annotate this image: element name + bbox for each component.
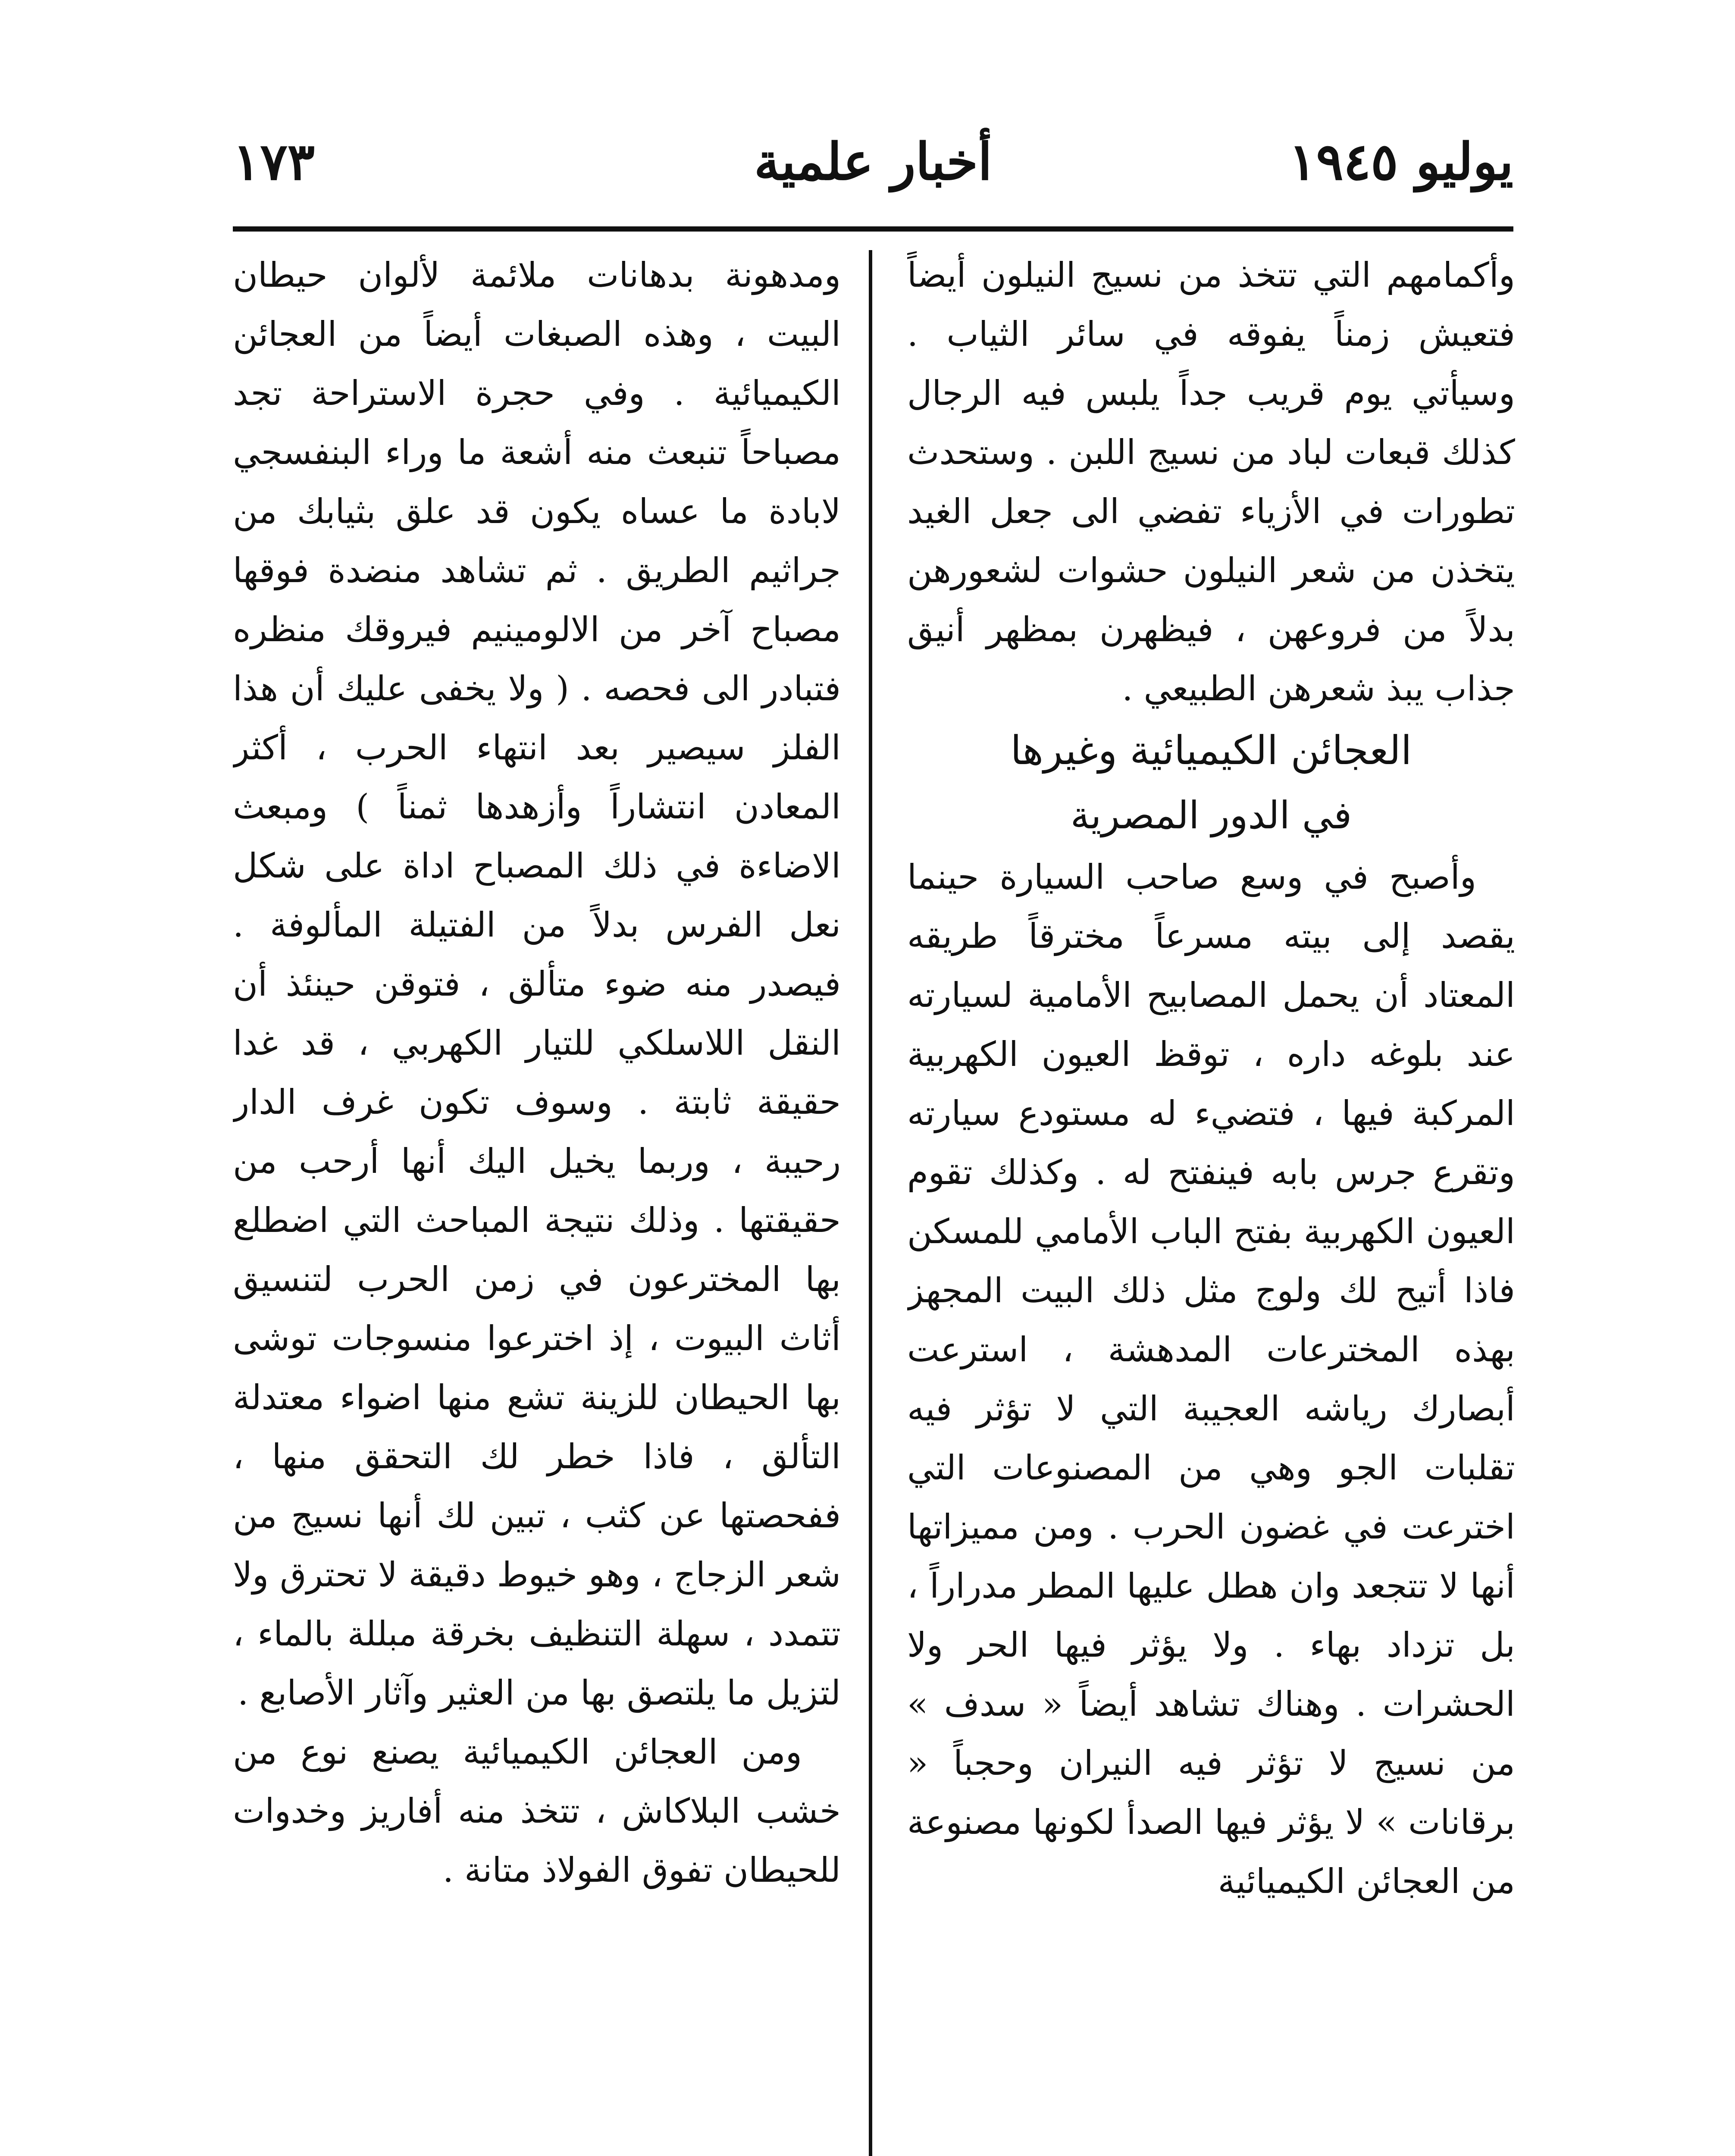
header-title: أخبار علمية [754, 132, 992, 191]
left-paragraph-2: ومن العجائن الكيميائية يصنع نوع من خشب البلاكاش ، تتخذ منه أفاريز وخدوات للحيطان تفوق الفولاذ متانة . [233, 1732, 841, 1890]
right-paragraph-1: وأكمامهم التي تتخذ من نسيج النيلون أيضاً فتعيش زمناً يفوقه في سائر الثياب . وسيأتي يوم قريب جداً يلبس فيه الرجال كذلك قبعات لباد من نسيج اللبن . وستحدث تطورات في الأزياء تفضي الى جعل الغيد يتخذن من شعر النيلون حشوات لشعورهن بدلاً من فروعهن ، فيظهرن بمظهر أنيق جذاب يبذ شعرهن الطبيعي . [907, 255, 1515, 708]
section-title: العجائن الكيميائية وغيرها [1010, 727, 1412, 774]
section-subtitle: في الدور المصرية [1070, 793, 1352, 837]
header-date: يوليو ١٩٤٥ [1289, 132, 1513, 191]
column-divider [869, 250, 872, 2156]
running-header [233, 129, 1513, 216]
left-paragraph-1: ومدهونة بدهانات ملائمة لألوان حيطان البيت ، وهذه الصبغات أيضاً من العجائن الكيميائية . وفي حجرة الاستراحة تجد مصباحاً تنبعث منه أشعة ما وراء البنفسجي لابادة ما عساه يكون قد علق بثيابك من جراثيم الطريق . ثم تشاهد منضدة فوقها مصباح آخر من الالومينيم فيروقك منظره فتبادر الى فحصه . ( ولا يخفى عليك أن هذا الفلز سيصير بعد انتهاء الحرب ، أكثر المعادن انتشاراً وأزهدها ثمناً ) ومبعث الاضاءة في ذلك المصباح اداة على شكل نعل الفرس بدلاً من الفتيلة المألوفة . فيصدر منه ضوء متألق ، فتوقن حينئذ أن النقل اللاسلكي للتيار الكهربي ، قد غدا حقيقة ثابتة . وسوف تكون غرف الدار رحيبة ، وربما يخيل اليك أنها أرحب من حقيقتها . وذلك نتيجة المباحث التي اضطلع بها المخترعون في زمن الحرب لتنسيق أثاث البيوت ، إذ اخترعوا منسوجات توشى بها الحيطان للزينة تشع منها اضواء معتدلة التألق ، فاذا خطر لك التحقق منها ، ففحصتها عن كثب ، تبين لك أنها نسيج من شعر الزجاج ، وهو خيوط دقيقة لا تحترق ولا تتمدد ، سهلة التنظيف بخرقة مبللة بالماء ، لتزيل ما يلتصق بها من العثير وآثار الأصابع . [233, 255, 841, 1713]
left-column [233, 246, 841, 2156]
page-number: ١٧٣ [233, 132, 315, 191]
right-paragraph-2: وأصبح في وسع صاحب السيارة حينما يقصد إلى بيته مسرعاً مخترقاً طريقه المعتاد أن يحمل المصابيح الأمامية لسيارته عند بلوغه داره ، توقظ العيون الكهربية المركبة فيها ، فتضيء له مستودع سيارته وتقرع جرس بابه فينفتح له . وكذلك تقوم العيون الكهربية بفتح الباب الأمامي للمسكن فاذا أتيح لك ولوج مثل ذلك البيت المجهز بهذه المخترعات المدهشة ، استرعت أبصارك رياشه العجيبة التي لا تؤثر فيه تقلبات الجو وهي من المصنوعات التي اخترعت في غضون الحرب . ومن مميزاتها أنها لا تتجعد وان هطل عليها المطر مدراراً ، بل تزداد بهاء . ولا يؤثر فيها الحر ولا الحشرات . وهناك تشاهد أيضاً « سدف » من نسيج لا تؤثر فيه النيران وحجباً « برقانات » لا يؤثر فيها الصدأ لكونها مصنوعة من العجائن الكيميائية [907, 857, 1515, 1901]
header-rule [233, 226, 1513, 232]
right-column [907, 246, 1515, 2156]
